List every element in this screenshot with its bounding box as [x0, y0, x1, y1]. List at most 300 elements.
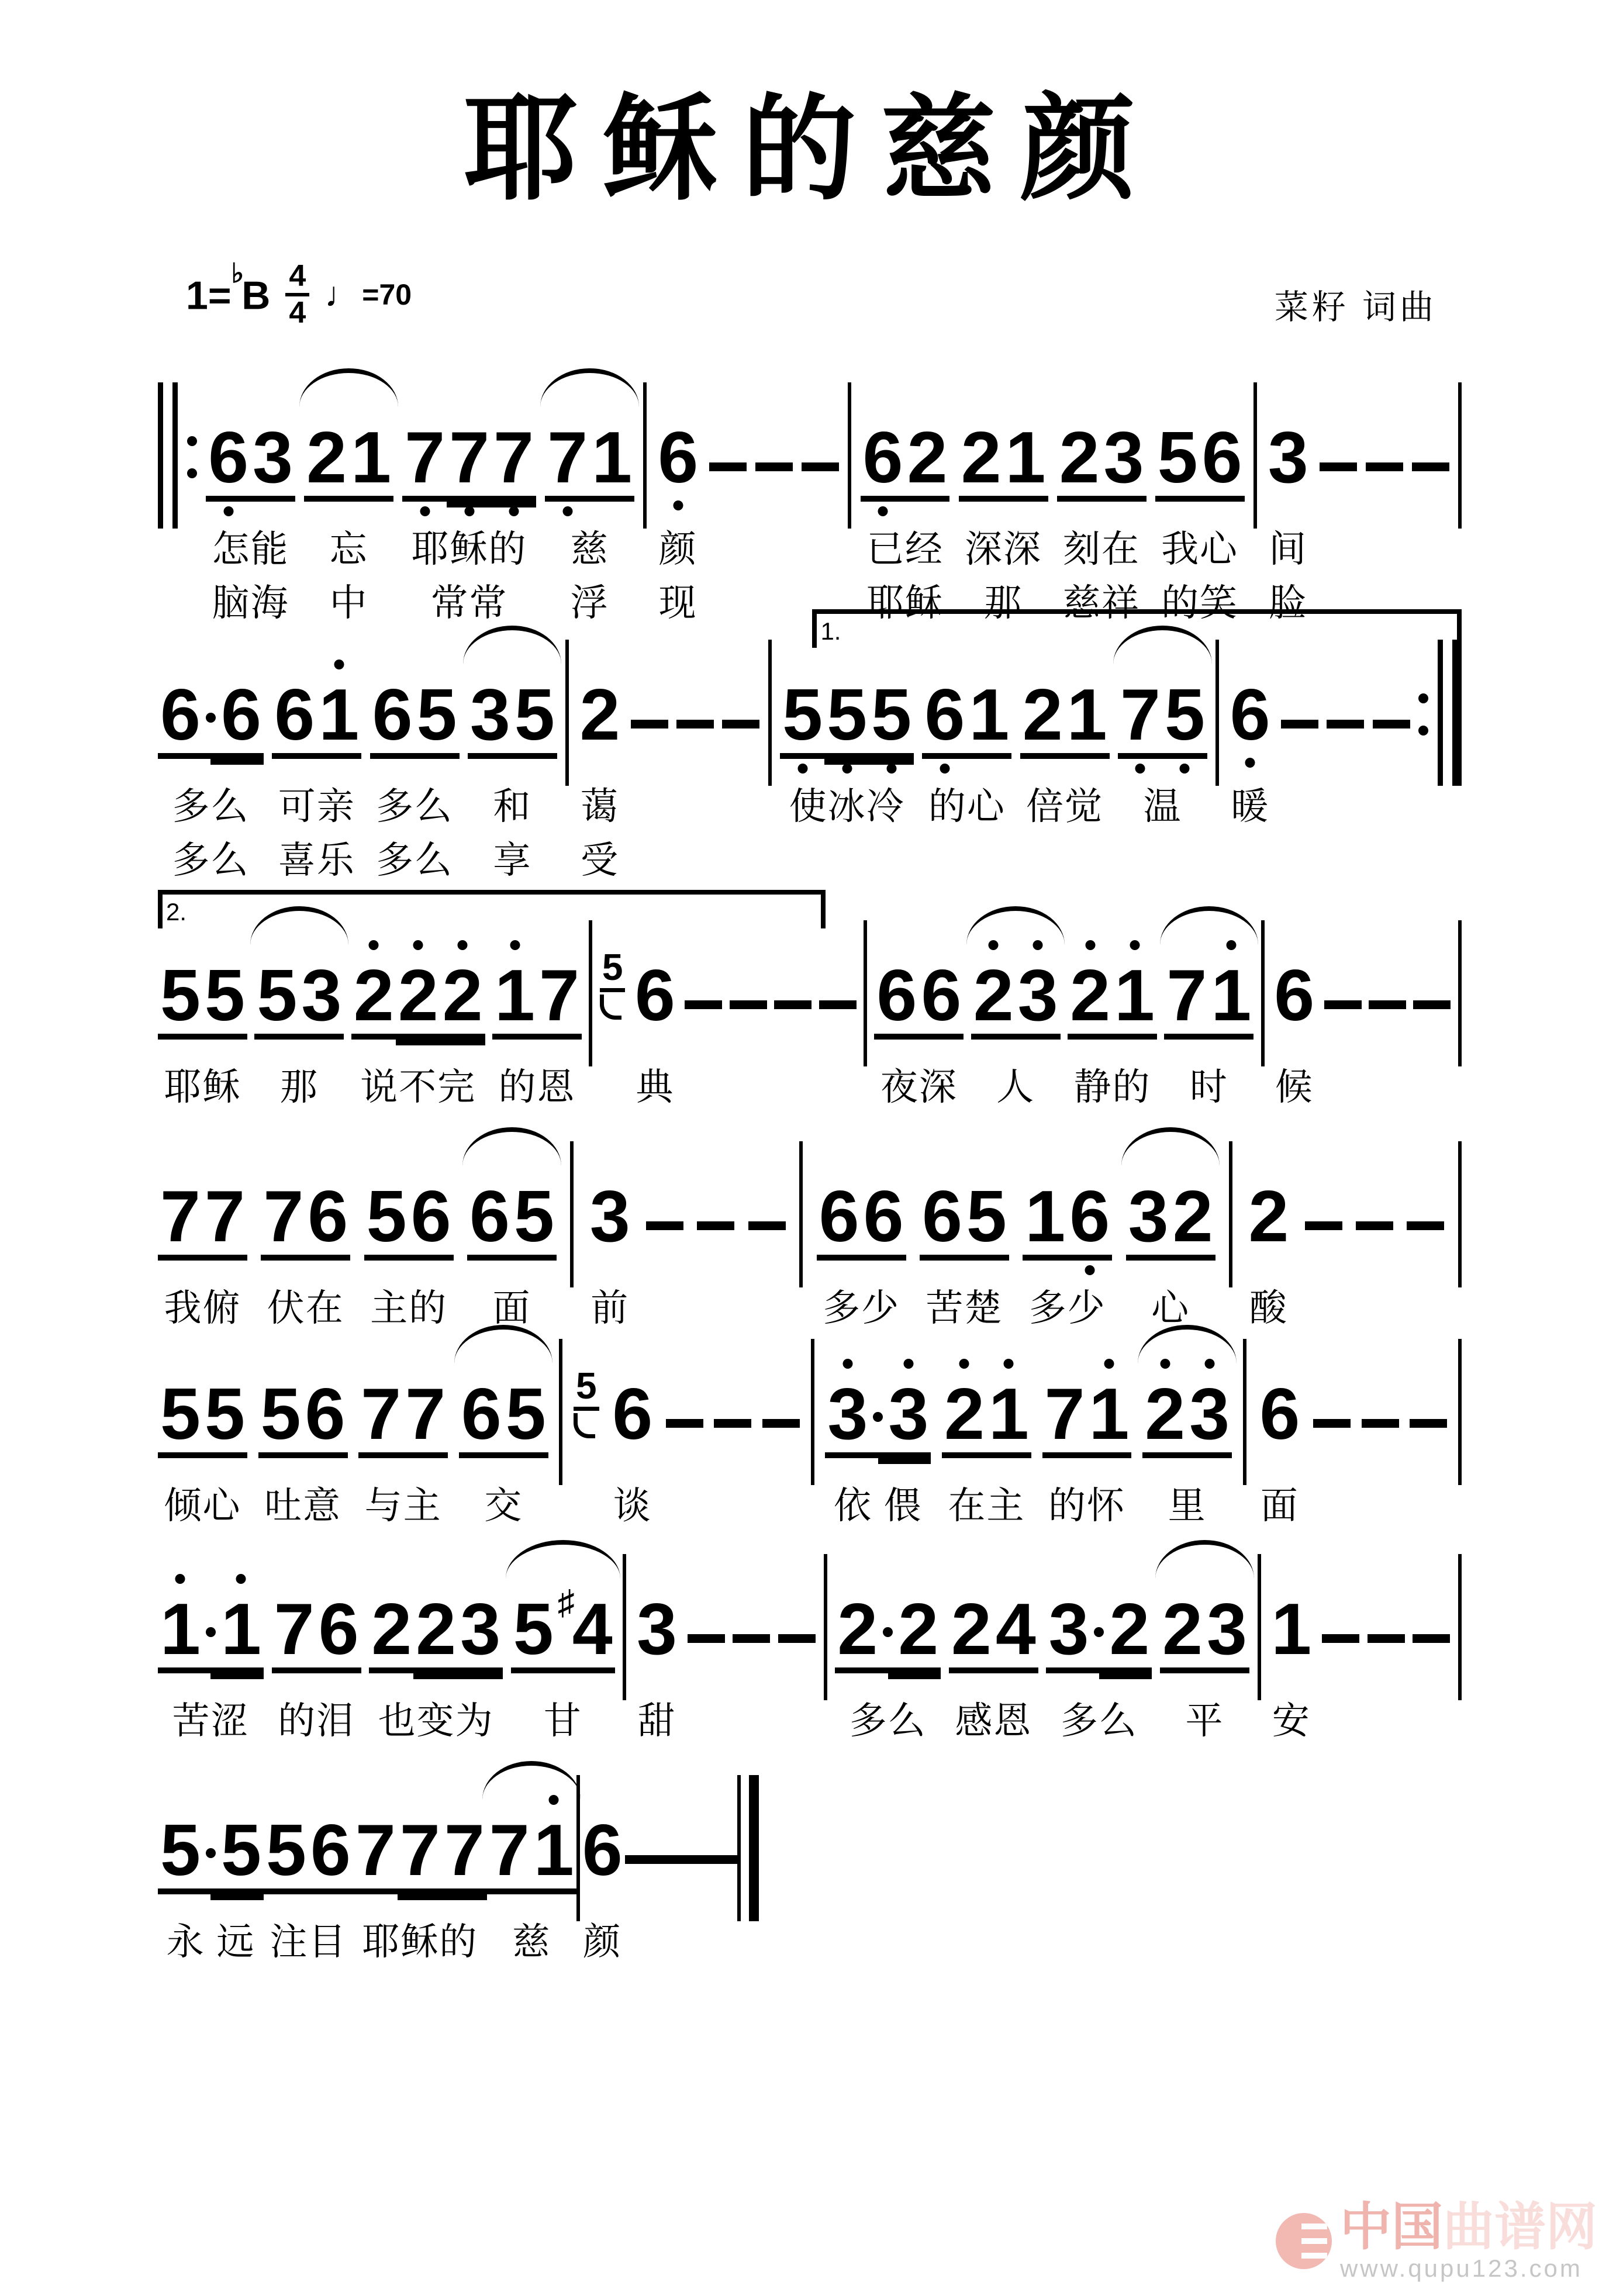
- octave-dot-high: [1204, 1359, 1214, 1369]
- lyric-syllable: 多么: [849, 1699, 927, 1742]
- watermark-text: [1339, 2198, 1597, 2282]
- note-group: [922, 674, 1011, 759]
- note-digit: 1: [1005, 417, 1046, 498]
- note-group: [545, 417, 634, 502]
- volta-label: 1.: [820, 617, 841, 645]
- note-digit: 7: [399, 1810, 440, 1891]
- note-digit: 5: [257, 955, 298, 1036]
- cell-notes: [272, 665, 361, 759]
- duration-dash: [1362, 1419, 1399, 1428]
- duration-dash: [662, 1855, 700, 1864]
- lyric-syllable: 慈祥: [1063, 581, 1141, 624]
- score-cell: [492, 946, 582, 1111]
- cell-notes: [487, 1801, 576, 1894]
- note-digit: 6: [1274, 955, 1315, 1036]
- timesig-numerator: 5: [574, 1367, 599, 1411]
- note-digit: 5: [220, 1810, 261, 1891]
- score-cell: [1160, 1580, 1249, 1745]
- cell-notes: [1413, 1580, 1450, 1673]
- lyric-syllable: 永 远: [166, 1920, 255, 1963]
- cell-notes: [1313, 1365, 1351, 1458]
- note-digit: 6: [410, 1176, 451, 1257]
- note-digit: 2: [416, 1589, 457, 1670]
- duration-dash: [730, 1000, 767, 1009]
- duration-dash: [1373, 720, 1410, 728]
- lyric-syllable: 候: [1275, 1065, 1314, 1108]
- cell-notes: [1458, 1580, 1462, 1673]
- slur: [1155, 1540, 1253, 1579]
- note-digit: 7: [263, 1176, 304, 1257]
- barline: [1458, 382, 1462, 529]
- cell-notes: [942, 1365, 1031, 1458]
- cell-notes: [768, 665, 772, 759]
- cell-notes: [748, 1167, 786, 1261]
- note-group: [492, 955, 582, 1040]
- note-digit: 5: [160, 1373, 201, 1455]
- repeat-bar-line-thick: [1452, 640, 1462, 786]
- score-cell: [1407, 1167, 1444, 1332]
- duration-dash: [755, 462, 793, 471]
- cell-notes: [158, 1580, 264, 1673]
- lyric-syllable: 温: [1143, 785, 1182, 827]
- score-cell: [1458, 1580, 1462, 1745]
- cell-notes: [1305, 1167, 1342, 1261]
- barline: [1258, 1554, 1261, 1700]
- note-digit: 6: [658, 424, 698, 491]
- score-cell: [1356, 1167, 1393, 1332]
- octave-dot-high: [236, 1574, 246, 1584]
- cell-notes: [634, 1580, 679, 1673]
- note-digit: 1: [592, 417, 633, 498]
- end-repeat-barline: [1418, 640, 1462, 786]
- score-cell: [1313, 1365, 1351, 1529]
- music-line: [158, 1308, 1462, 1529]
- music-line: [158, 890, 1462, 1111]
- note-digit: 3: [301, 955, 342, 1036]
- duration-dash: [646, 1221, 683, 1230]
- final-barline: [737, 1775, 759, 1921]
- octave-dot-low: [562, 506, 572, 516]
- cell-notes: [922, 665, 1011, 759]
- slur: [506, 1540, 620, 1579]
- note-digit: 2: [944, 1381, 985, 1448]
- note-digit: 2: [306, 417, 347, 498]
- cell-notes: [971, 946, 1061, 1040]
- underline-double: [447, 502, 536, 507]
- lyric-syllable: 依 偎: [833, 1484, 923, 1527]
- cell-notes: [1155, 408, 1245, 502]
- score-cell: [304, 408, 393, 627]
- score-cell: [874, 946, 964, 1111]
- note-group: [254, 955, 344, 1040]
- score-cell: [799, 1167, 803, 1332]
- duration-dash: [697, 1221, 734, 1230]
- note-digit: 6: [582, 1810, 623, 1891]
- score-cell: [774, 946, 811, 1111]
- score-cell: [158, 665, 264, 884]
- cell-notes: [468, 665, 557, 759]
- repeat-dot: [1418, 726, 1428, 736]
- note-digit: 7: [547, 424, 588, 491]
- repeat-dots: [1418, 693, 1428, 736]
- duration-dash: [802, 462, 839, 471]
- note-group: [511, 1583, 615, 1673]
- score-cell: [358, 1365, 448, 1529]
- octave-dot-high: [175, 1574, 185, 1584]
- score-cell: [1118, 665, 1207, 884]
- note-digit: 7: [204, 1176, 245, 1257]
- cell-notes: [762, 1365, 800, 1458]
- score-cell: [625, 1801, 662, 1966]
- octave-dot-high: [1160, 1359, 1170, 1369]
- note-group: [1046, 1589, 1152, 1673]
- octave-dot-low: [842, 764, 852, 774]
- octave-dot-high: [369, 940, 379, 950]
- cell-notes: [1458, 1167, 1462, 1261]
- underline-double: [398, 1894, 487, 1900]
- score-cell: [1410, 1365, 1447, 1529]
- note-digit: 7: [405, 424, 445, 491]
- score-cell: [1458, 408, 1462, 627]
- score-cell: [369, 1580, 503, 1745]
- slur: [454, 1325, 552, 1363]
- cell-notes: [1243, 1365, 1246, 1458]
- slur: [299, 368, 398, 407]
- staff-row: [158, 1365, 1462, 1529]
- note-group: [1068, 955, 1157, 1040]
- note-group: [158, 1810, 264, 1894]
- cell-notes: [864, 946, 867, 1040]
- repeat-bar-line: [172, 382, 178, 529]
- score-cell: [1412, 408, 1449, 627]
- score-cell: [819, 946, 857, 1111]
- lyric-syllable: 多么: [172, 838, 250, 881]
- whole-note: [1266, 417, 1311, 502]
- note-group: [1020, 674, 1110, 759]
- duration-dash: [762, 1419, 800, 1428]
- duration-dot: [206, 1848, 216, 1858]
- note-group: [402, 417, 536, 502]
- cell-notes: [574, 1365, 599, 1458]
- note-digit: 3: [1207, 1589, 1247, 1670]
- note-group: [949, 1589, 1038, 1673]
- barline: [643, 382, 647, 529]
- music-line: [158, 1745, 1462, 1966]
- octave-dot-low: [1085, 1265, 1094, 1275]
- note-digit: 6: [876, 955, 917, 1036]
- octave-dot-high: [413, 940, 423, 950]
- duration-dash: [1281, 720, 1318, 728]
- duration-dash: [1412, 462, 1449, 471]
- note-digit: 2: [973, 962, 1014, 1029]
- lyric-syllable: 浮: [570, 581, 609, 624]
- slur: [462, 1127, 561, 1166]
- volta-label: 2.: [166, 897, 187, 926]
- lyric-syllable: 受: [580, 838, 619, 881]
- lyric-syllable: 里: [1168, 1484, 1207, 1527]
- lyric-syllable: 苦涩: [172, 1699, 250, 1742]
- barline: [589, 920, 592, 1066]
- score-cell: [158, 1365, 247, 1529]
- repeat-dot: [187, 468, 197, 478]
- note-digit: 6: [634, 955, 675, 1036]
- note-digit: 5: [204, 1373, 245, 1455]
- score-cell: [971, 946, 1061, 1111]
- cell-notes: [920, 1167, 1009, 1261]
- score-cell: [1228, 665, 1273, 884]
- note-digit: 6: [612, 1373, 653, 1455]
- note-digit: 1: [1114, 962, 1155, 1029]
- note-group: [861, 417, 950, 502]
- cell-notes: [714, 1365, 751, 1458]
- duration-dash: [666, 1419, 703, 1428]
- cell-notes: [467, 1167, 557, 1261]
- music-line: [158, 1111, 1462, 1332]
- lyric-syllable: 耶稣的: [362, 1920, 478, 1963]
- note-group: [272, 1589, 361, 1673]
- note-group: [1057, 417, 1147, 502]
- note-digit: 2: [837, 1589, 878, 1670]
- watermark-url: www.qupu123.com: [1339, 2254, 1583, 2282]
- octave-dot-high: [989, 940, 999, 950]
- duration-dash: [1368, 1634, 1405, 1643]
- note-digit: 3: [637, 1589, 677, 1670]
- note-digit: 2: [951, 1589, 992, 1670]
- duration-dot: [1094, 1627, 1104, 1637]
- barline: [1458, 1339, 1462, 1485]
- score-cell: [254, 946, 344, 1111]
- score-cell: [158, 1801, 264, 1966]
- score-cell: [835, 1580, 941, 1745]
- octave-dot-high: [1033, 940, 1043, 950]
- score-cell: [730, 946, 767, 1111]
- duration-dash: [1413, 1634, 1450, 1643]
- cell-notes: [580, 1801, 625, 1894]
- note-digit: 7: [355, 1810, 396, 1891]
- duration-dash: [1324, 1000, 1362, 1009]
- note-digit: 5: [1165, 682, 1205, 748]
- lyric-syllable: 暖: [1231, 785, 1270, 827]
- note-group: [1023, 1176, 1112, 1261]
- score-cell: [487, 1801, 576, 1966]
- score-cell: [922, 665, 1011, 884]
- underline-double: [1099, 1673, 1152, 1679]
- score-cell: [959, 408, 1048, 627]
- note-digit: 3: [827, 1381, 868, 1448]
- lyric-syllable: 说不完: [360, 1065, 476, 1108]
- repeat-dot: [187, 436, 197, 446]
- score-cell: [623, 1580, 626, 1745]
- duration-dash: [1369, 1000, 1406, 1009]
- cell-notes: [623, 1580, 626, 1673]
- score-cell: [158, 946, 247, 1111]
- score-cell: [1272, 946, 1317, 1111]
- score-cell: [748, 1167, 786, 1332]
- lyric-syllable: 我心: [1161, 527, 1239, 570]
- final-bar-thick: [749, 1775, 759, 1921]
- score-cell: [577, 665, 622, 884]
- cell-notes: [722, 665, 759, 759]
- cell-notes: [570, 1167, 574, 1261]
- cell-notes: [1160, 1580, 1249, 1673]
- lyric-syllable: 已经: [866, 527, 944, 570]
- score-cell: [768, 665, 772, 884]
- duration-dash: [1313, 1419, 1351, 1428]
- cell-notes: [835, 1580, 941, 1673]
- song-title: 耶稣的慈颜: [463, 87, 1159, 214]
- barline: [864, 920, 867, 1066]
- cell-notes: [1020, 665, 1110, 759]
- score-cell: [631, 665, 668, 884]
- barline: [768, 640, 772, 786]
- lyric-syllable: 夜深: [880, 1065, 958, 1108]
- underline-double: [824, 759, 914, 765]
- cell-notes: [778, 1580, 816, 1673]
- cell-notes: [730, 946, 767, 1040]
- cell-notes: [1356, 1167, 1393, 1261]
- score-cell: [737, 1801, 759, 1966]
- octave-dot-low: [1135, 764, 1145, 774]
- staff-row: [158, 408, 1462, 627]
- note-digit: 2: [898, 1589, 939, 1670]
- lyric-syllable: 人: [996, 1065, 1035, 1108]
- lyric-syllable: 倾心: [164, 1484, 241, 1527]
- note-digit: 2: [579, 674, 620, 755]
- cell-notes: [625, 1801, 662, 1894]
- note-digit: 6: [921, 1176, 962, 1257]
- cell-notes: [1164, 946, 1253, 1040]
- cell-notes: [643, 408, 647, 502]
- lyric-syllable: 那: [279, 1065, 319, 1108]
- cell-notes: [1269, 1580, 1314, 1673]
- score-cell: [1362, 1365, 1399, 1529]
- cell-notes: [700, 1801, 737, 1894]
- time-signature-change: [574, 1364, 599, 1438]
- quarter-note-icon: ♩: [324, 275, 360, 315]
- score-cell: [1253, 408, 1257, 627]
- underline-double: [210, 1894, 263, 1900]
- note-digit: 7: [449, 424, 489, 491]
- lyric-syllable: 的笑: [1161, 581, 1239, 624]
- barline: [623, 1554, 626, 1700]
- score-cell: [762, 1365, 800, 1529]
- note-digit: 3: [1189, 1381, 1230, 1448]
- note-group: [971, 955, 1061, 1040]
- staff-row: [158, 1580, 1462, 1745]
- barline: [1253, 382, 1257, 529]
- score-cell: [780, 665, 914, 884]
- note-digit: 6: [1230, 682, 1270, 748]
- duration-dash: [685, 1000, 722, 1009]
- cell-notes: [825, 1365, 931, 1458]
- score-cell: [848, 408, 851, 627]
- whole-note: [1257, 1373, 1302, 1458]
- score-cell: [755, 408, 793, 627]
- underline-double: [396, 1040, 485, 1045]
- lyric-syllable: 那: [984, 581, 1023, 624]
- score-cell: [353, 1801, 487, 1966]
- note-digit: 6: [461, 1373, 502, 1455]
- note-digit: 2: [1109, 1589, 1150, 1670]
- score-cell: [666, 1365, 703, 1529]
- whole-note: [634, 1589, 679, 1673]
- score-cell: [685, 946, 722, 1111]
- whole-note: [580, 1810, 625, 1894]
- lyric-syllable: 酸: [1249, 1286, 1288, 1329]
- note-digit: 7: [539, 955, 579, 1036]
- cell-notes: [799, 1167, 803, 1261]
- score-cell: [825, 1365, 931, 1529]
- score-cell: [1458, 1167, 1462, 1332]
- score-cell: [646, 1167, 683, 1332]
- cell-notes: [1057, 408, 1147, 502]
- lyric-syllable: 忘: [329, 527, 368, 570]
- cell-notes: [1261, 946, 1265, 1040]
- cell-notes: [264, 1801, 353, 1894]
- note-digit: 3: [1018, 962, 1058, 1029]
- octave-dot-high: [959, 1359, 969, 1369]
- score-cell: [817, 1167, 906, 1332]
- octave-dot-high: [549, 1795, 559, 1805]
- cell-notes: [1253, 408, 1257, 502]
- slur: [1160, 906, 1258, 945]
- note-digit: 3: [253, 417, 293, 498]
- slur: [540, 368, 638, 407]
- cell-notes: [1327, 665, 1364, 759]
- note-digit: ♯4: [557, 1583, 613, 1670]
- duration-dash: [722, 720, 759, 728]
- note-digit: 6: [1259, 1373, 1300, 1455]
- note-group: [825, 1373, 931, 1458]
- score-cell: [272, 665, 361, 884]
- lyric-syllable: 多么: [172, 785, 250, 827]
- note-digit: 5: [505, 1373, 546, 1455]
- note-digit: 2: [1162, 1589, 1203, 1670]
- note-digit: 7: [160, 1176, 201, 1257]
- lyric-syllable: 怎能: [212, 527, 289, 570]
- score-cell: [1126, 1167, 1215, 1332]
- lyric-syllable: 安: [1272, 1699, 1311, 1742]
- note-group: [959, 417, 1048, 502]
- cell-notes: [559, 1365, 562, 1458]
- time-signature-change: [600, 945, 626, 1020]
- note-group: [158, 1589, 264, 1673]
- cell-notes: [959, 408, 1048, 502]
- cell-notes: [1258, 1580, 1261, 1673]
- note-digit: 5: [366, 1176, 407, 1257]
- score-body: [158, 352, 1462, 1966]
- barline: [848, 382, 851, 529]
- cell-notes: [370, 665, 460, 759]
- note-group: [351, 955, 485, 1040]
- score-cell: [264, 1801, 353, 1966]
- slur: [1138, 1325, 1236, 1363]
- score-cell: [1281, 665, 1318, 884]
- note-group: [487, 1810, 576, 1894]
- note-digit: 1: [989, 1381, 1029, 1448]
- lyric-syllable: 在主: [948, 1484, 1025, 1527]
- cell-notes: [402, 408, 536, 502]
- lyric-syllable: 面: [1260, 1484, 1299, 1527]
- octave-dot-low: [878, 506, 888, 516]
- cell-notes: [631, 665, 668, 759]
- barline: [1458, 1141, 1462, 1287]
- score-cell: [589, 946, 592, 1111]
- lyric-syllable: 多少: [1028, 1286, 1106, 1329]
- lyric-syllable: 也变为: [378, 1699, 494, 1742]
- cell-notes: [610, 1365, 655, 1458]
- lyric-syllable: 多么: [1060, 1699, 1138, 1742]
